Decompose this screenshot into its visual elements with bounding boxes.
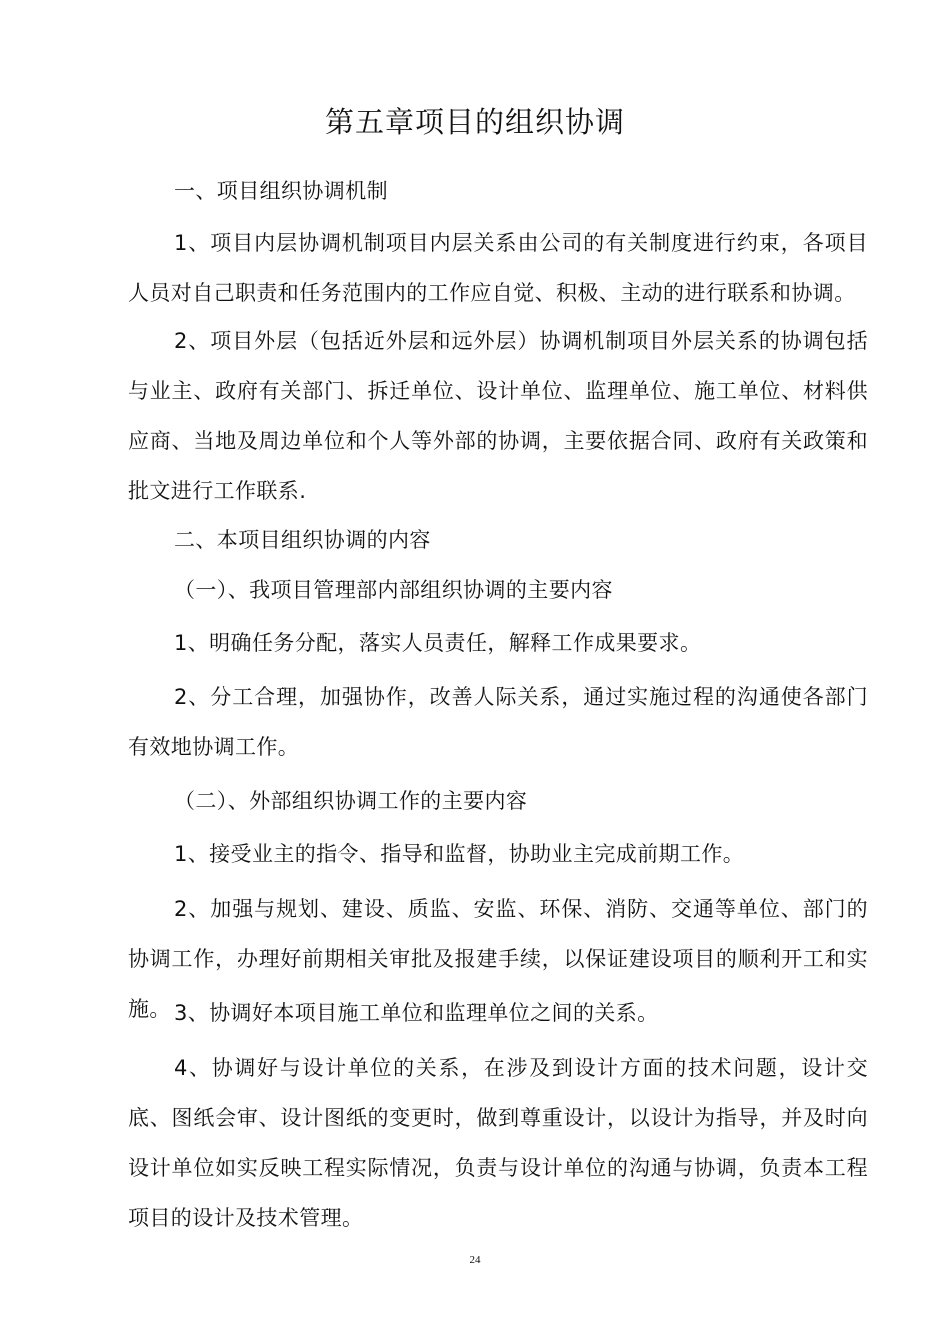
page-number: 24: [469, 1254, 481, 1266]
chapter-title: 第五章项目的组织协调: [324, 105, 625, 139]
section-1-paragraph-1: 1、项目内层协调机制项目内层关系由公司的有关制度进行约束，各项目人员对自己职责和任务范围内的工作应自觉、积极、主动的进行联系和协调。: [128, 231, 868, 305]
section-1-heading: 一、项目组织协调机制: [174, 179, 388, 203]
subsection-2-paragraph-4: 4、协调好与设计单位的关系，在涉及到设计方面的技术问题，设计交底、图纸会审、设计图纸的变更时，做到尊重设计，以设计为指导，并及时向设计单位如实反映工程实际情况，负责与设计单位的沟通与协调，负责本工程项目的设计及技术管理。: [128, 1056, 868, 1230]
subsection-1-paragraph-1: 1、明确任务分配，落实人员责任，解释工作成果要求。: [174, 631, 702, 655]
section-1-paragraph-2: 2、项目外层（包括近外层和远外层）协调机制项目外层关系的协调包括与业主、政府有关部门、拆迁单位、设计单位、监理单位、施工单位、材料供应商、当地及周边单位和个人等外部的协调，主要依据合同、政府有关政策和批文进行工作联系.: [128, 329, 868, 503]
subsection-2-paragraph-1: 1、接受业主的指令、指导和监督，协助业主完成前期工作。: [174, 842, 745, 866]
subsection-2-paragraph-2: 2、加强与规划、建设、质监、安监、环保、消防、交通等单位、部门的协调工作，办理好前期相关审批及报建手续，以保证建设项目的顺利开工和实施。: [128, 897, 868, 1021]
subsection-2-paragraph-3: 3、协调好本项目施工单位和监理单位之间的关系。: [174, 1001, 659, 1025]
subsection-1-heading: （一）、我项目管理部内部组织协调的主要内容: [174, 578, 613, 602]
subsection-1-paragraph-2: 2、分工合理，加强协作，改善人际关系，通过实施过程的沟通使各部门有效地协调工作。: [128, 685, 868, 759]
subsection-2-heading: （二）、外部组织协调工作的主要内容: [174, 789, 528, 813]
section-2-heading: 二、本项目组织协调的内容: [174, 528, 431, 552]
